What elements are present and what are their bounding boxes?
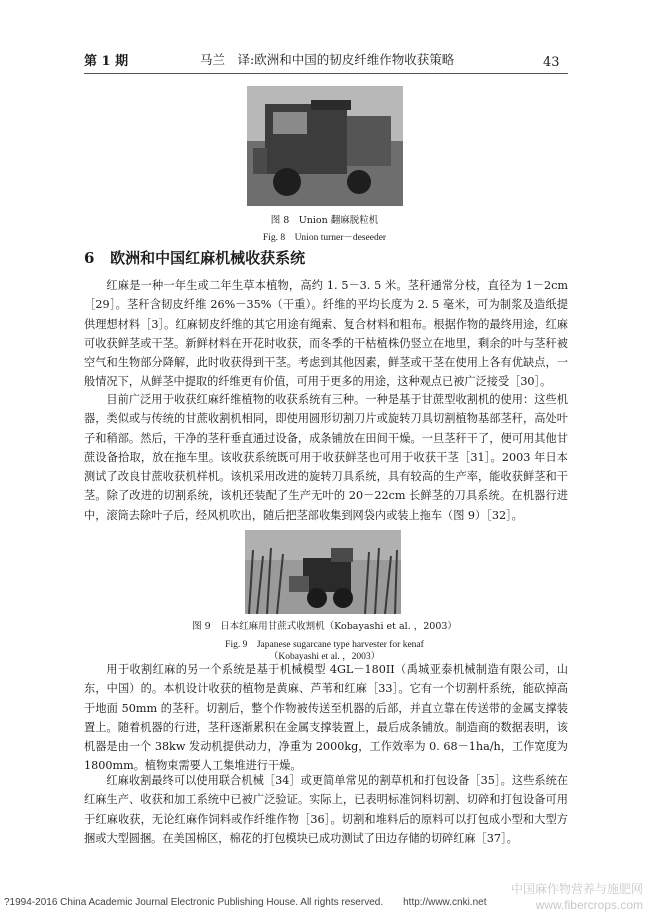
paragraph-1: 红麻是一种一年生或二年生草本植物，高约 1. 5－3. 5 米。茎秆通常分枝，直径为 1－2cm［29］。茎秆含韧皮纤维 26%－35%（干重）。纤维的平均长度为 2. 5 毫米，可为制浆及造纸提供理想材料［3］。红麻韧皮纤维的其它用途有绳索、复合材料和粗布。根据作物的最终用途，红麻可收获鲜茎或干茎。新鲜材料在开花时收获，而冬季的干枯植株仍竖立在地里，剩余的叶与茎秆被空气和生物部分降解，此时收获得到干茎。考虑到其他因素，鲜茎或干茎在使用上各有优缺点，一般情况下，从鲜茎中提取的纤维更有价值，可用于更多的用途，这种观点已被广泛接受［30］。 [84, 279, 568, 389]
paragraph-3: 用于收割红麻的另一个系统是基于机械模型 4GL－180II（禹城亚泰机械制造有限公司，山东，中国）的。本机设计收获的植物是黄麻、芦苇和红麻［33］。它有一个切割杆系统，能砍掉高于地面 50mm 的茎秆。切割后，整个作物被传送至机器的后部，并直立靠在传送带的金属支撑装置上。随着机器的行进，茎秆逐渐累积在金属支撑装置上，最后成条铺放。制造商的数据表明，该机器是由一个 38kw 发动机提供动力，净重为 2000kg，工作效率为 0. 68－1ha/h，工作宽度为 1800mm。植物束需要人工集堆进行干燥。 [84, 663, 568, 773]
watermark-line-1: 中国麻作物营养与施肥网 [510, 882, 643, 896]
running-title: 马兰 译:欧洲和中国的韧皮纤维作物收获策略 [200, 52, 455, 67]
figure-8-caption-en: Fig. 8 Union turner－deseeder [262, 233, 387, 243]
header-rule [84, 73, 568, 74]
issue-number: 第 1 期 [84, 54, 129, 69]
watermark-line-2: www.fibercrops.com [535, 898, 643, 912]
figure-8-caption-cn: 图 8 Union 翻麻脱粒机 [270, 215, 379, 226]
paragraph-4: 红麻收割最终可以使用联合机械［34］或更简单常见的割草机和打包设备［35］。这些系统在红麻生产、收获和加工系统中已被广泛验证。实际上，已表明标准饲料切割、切碎和打包设备可用于红麻收获，无论红麻作饲料或作纤维作物［36］。切割和堆料后的原料可以打包成小型和大型方捆或大型圆捆。在美国棉区，棉花的打包模块已成功测试了田边存储的切碎红麻［37］。 [84, 774, 568, 845]
page-number: 43 [543, 55, 560, 70]
figure-9-caption-en-line2: （Kobayashi et al. ，2003） [268, 652, 381, 662]
figure-9-caption-cn: 图 9 日本红麻用甘蔗式收割机（Kobayashi et al. ，2003） [192, 621, 457, 632]
figure-8-photo [247, 86, 403, 206]
figure-9-caption-en-line1: Fig. 9 Japanese sugarcane type harvester for kenaf [225, 640, 424, 650]
copyright-footer: ?1994-2016 China Academic Journal Electronic Publishing House. All rights reserved. http://www.cnki.net [4, 897, 487, 908]
paragraph-2: 目前广泛用于收获红麻纤维植物的收获系统有三种。一种是基于甘蔗型收割机的使用：这些机器，类似或与传统的甘蔗收割机相同，即使用圆形切割刀片或旋转刀具切割植物基部茎秆，高处叶子和稍部。然后，干净的茎秆垂直通过设备，成条铺放在田间干燥。一旦茎秆干了，便可用其他甘蔗设备拾取，放在拖车里。该收获系统既可用于收获鲜茎也可用于收获干茎［31］。2003 年日本测试了改良甘蔗收获机样机。该机采用改进的旋转刀具系统，具有较高的生产率，能收获鲜茎和干茎。除了改进的切割系统，该机还装配了生产无叶的 20－22cm 长鲜茎的刀具系统。在机器行进中，滚筒去除叶子后，经风机吹出，随后把茎部收集到网袋内或装上拖车（图 9）［32］。 [84, 393, 568, 522]
page-header [0, 0, 649, 80]
site-watermark [511, 881, 643, 913]
figure-9-photo [245, 530, 401, 614]
section-title: 欧洲和中国红麻机械收获系统 [110, 249, 306, 267]
section-heading [84, 247, 305, 268]
section-number: 6 [84, 249, 95, 267]
